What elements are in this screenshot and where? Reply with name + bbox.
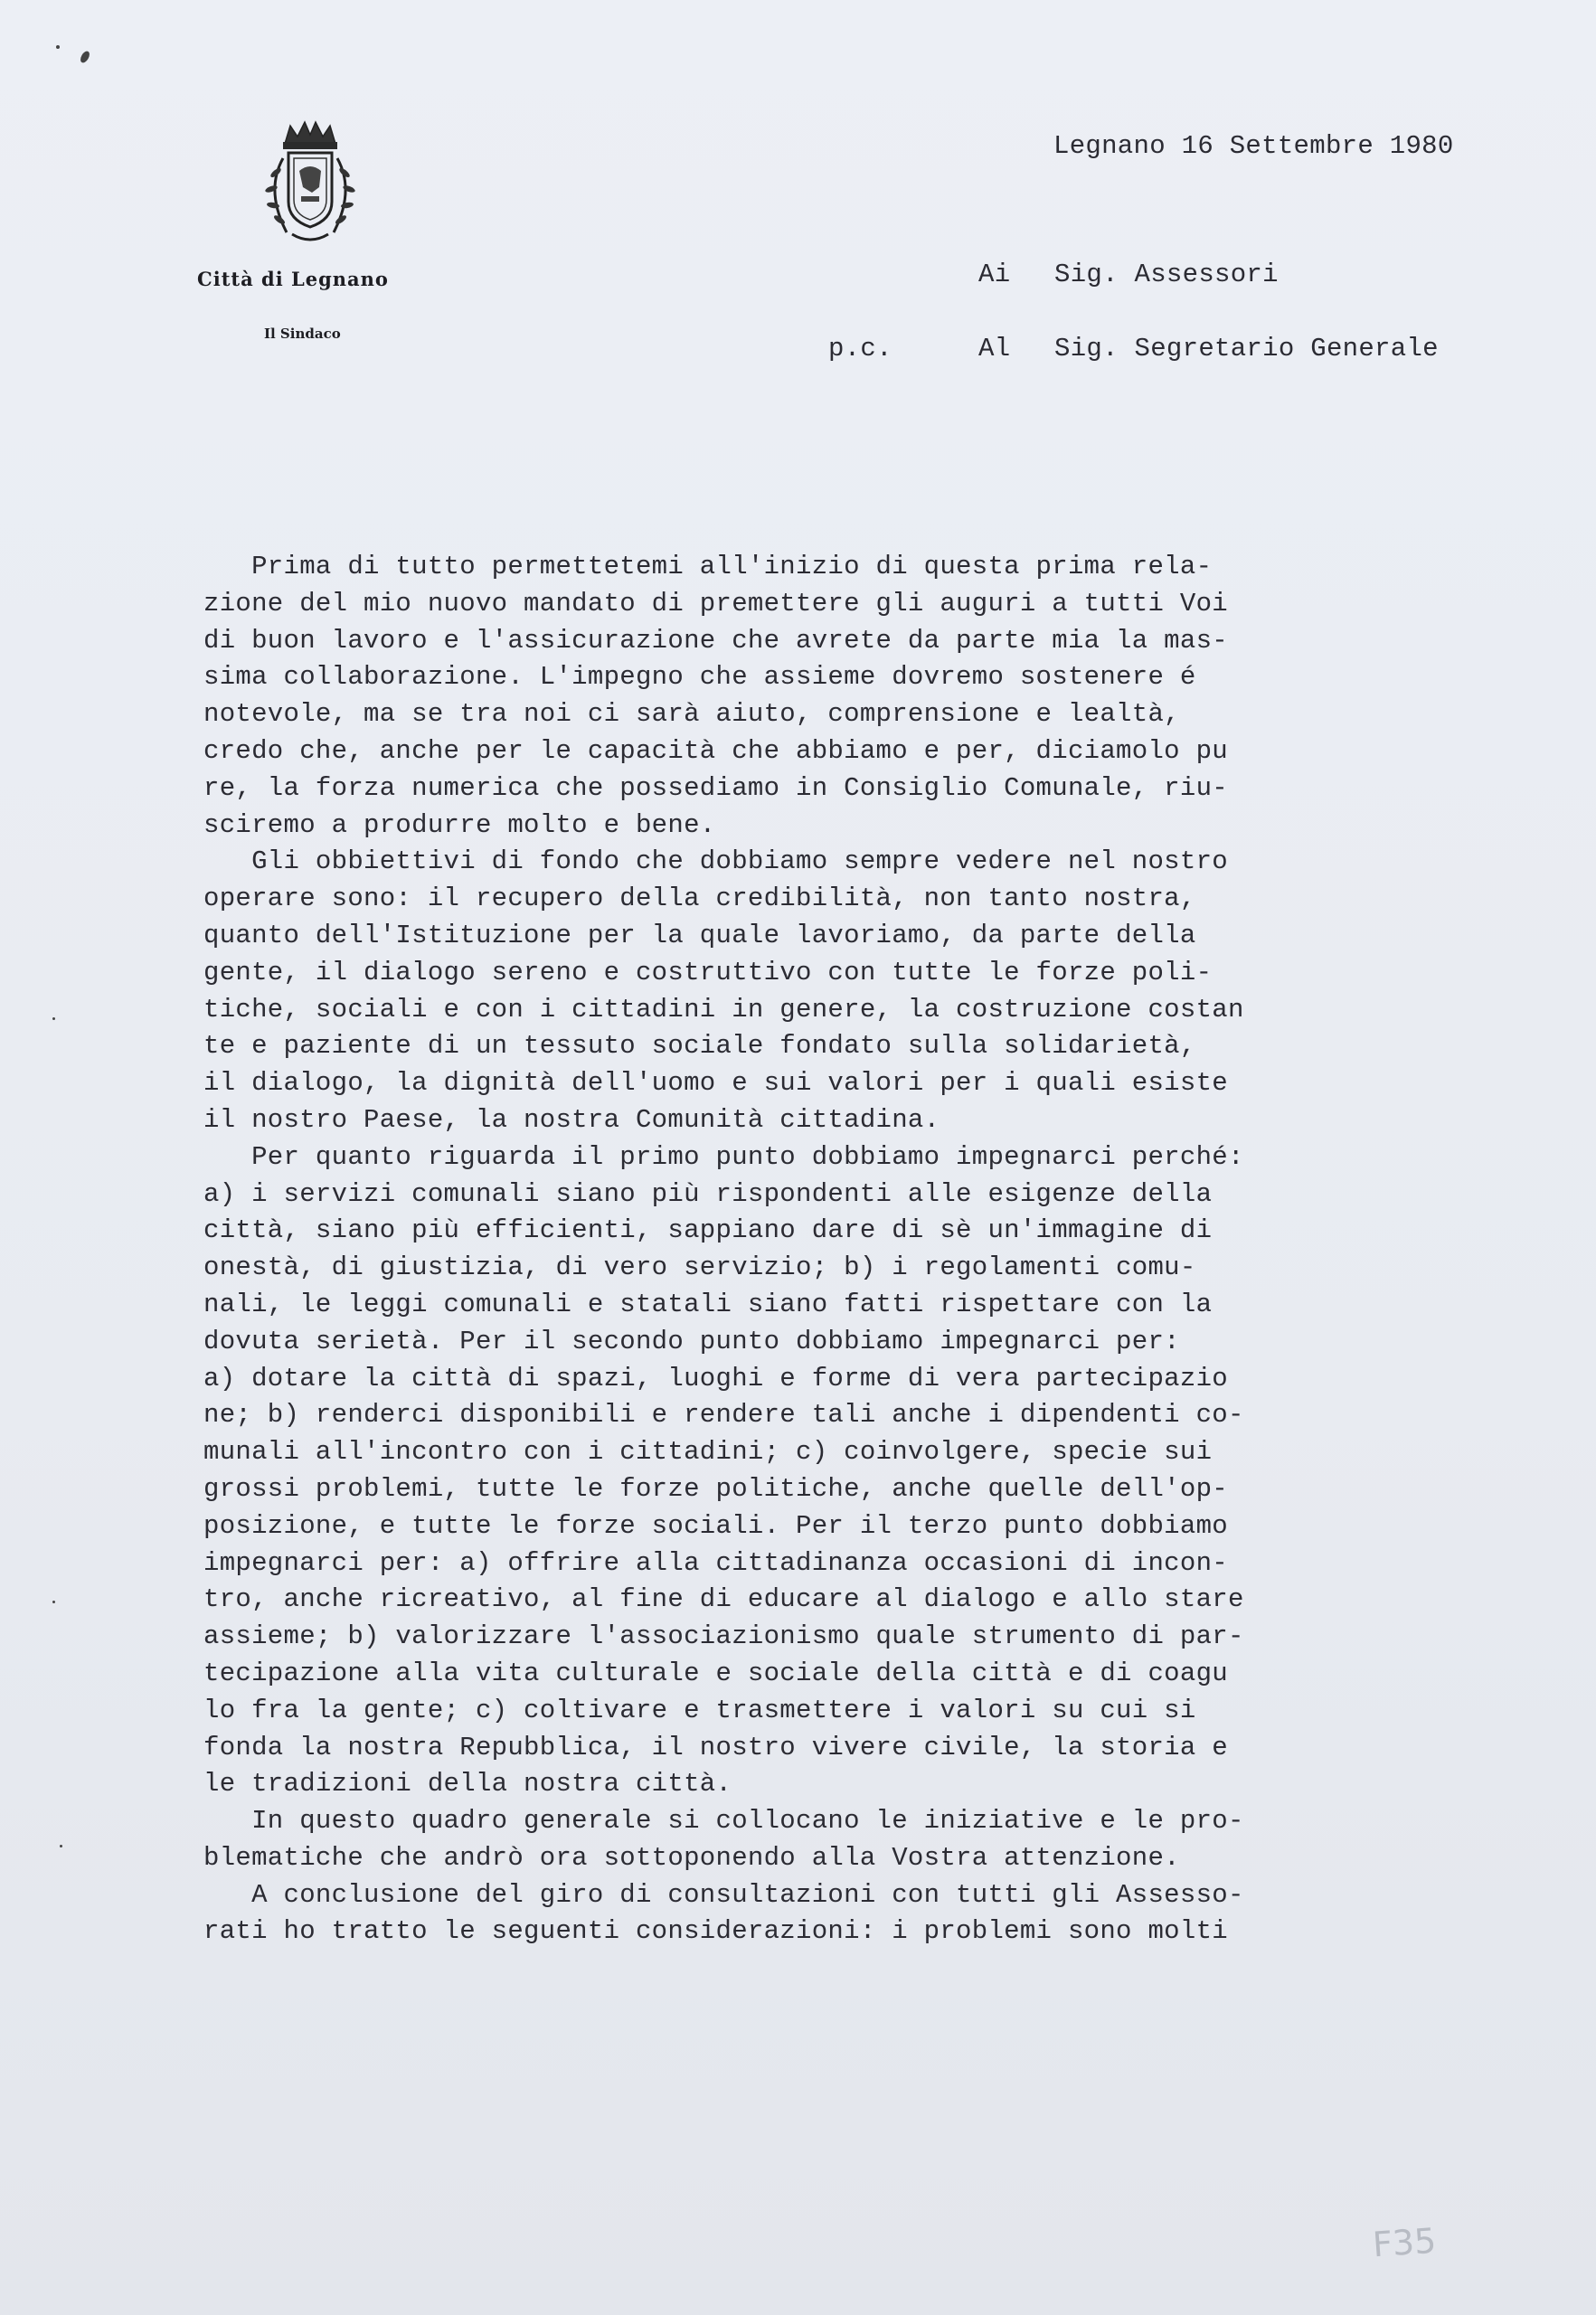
recipient-to: Ai: [978, 260, 1011, 289]
body-line: a) dotare la città di spazi, luoghi e forme di vera partecipazio: [203, 1363, 1228, 1394]
paper-speck: [52, 1017, 55, 1020]
body-line: Per quanto riguarda il primo punto dobbiamo impegnarci perché:: [203, 1141, 1244, 1172]
body-line: città, siano più efficienti, sappiano dare di sè un'immagine di: [203, 1215, 1213, 1246]
body-line: dovuta serietà. Per il secondo punto dobbiamo impegnarci per:: [203, 1326, 1180, 1356]
body-line: rati ho tratto le seguenti considerazioni: i problemi sono molti: [203, 1916, 1228, 1947]
body-line: blematiche che andrò ora sottoponendo alla Vostra attenzione.: [203, 1842, 1180, 1873]
coat-of-arms-icon: [256, 118, 364, 254]
body-line: gente, il dialogo sereno e costruttivo con tutte le forze poli-: [203, 957, 1213, 987]
body-line: munali all'incontro con i cittadini; c) coinvolgere, specie sui: [203, 1437, 1213, 1468]
letter-body: [203, 549, 1487, 1951]
page-mark: F35: [1371, 2220, 1438, 2265]
body-line: tro, anche ricreativo, al fine di educare al dialogo e allo stare: [203, 1584, 1244, 1615]
paper-speck: [60, 1845, 62, 1847]
body-line: impegnarci per: a) offrire alla cittadinanza occasioni di incon-: [203, 1547, 1228, 1578]
recipient-name: Sig. Segretario Generale: [1054, 334, 1439, 364]
body-line: A conclusione del giro di consultazioni con tutti gli Assesso-: [203, 1879, 1244, 1910]
body-line: posizione, e tutte le forze sociali. Per il terzo punto dobbiamo: [203, 1510, 1228, 1541]
body-line: fonda la nostra Repubblica, il nostro vivere civile, la storia e: [203, 1732, 1228, 1762]
body-line: zione del mio nuovo mandato di premettere gli auguri a tutti Voi: [203, 588, 1228, 619]
letter-date: Legnano 16 Settembre 1980: [1053, 131, 1454, 161]
body-line: a) i servizi comunali siano più rispondenti alle esigenze della: [203, 1178, 1213, 1209]
body-line: sima collaborazione. L'impegno che assieme dovremo sostenere é: [203, 662, 1196, 693]
body-line: re, la forza numerica che possediamo in Consiglio Comunale, riu-: [203, 772, 1228, 803]
letterhead-city: Città di Legnano: [197, 268, 389, 290]
recipient-to: Al: [978, 334, 1011, 364]
body-line: operare sono: il recupero della credibilità, non tanto nostra,: [203, 883, 1196, 914]
body-line: te e paziente di un tessuto sociale fondato sulla solidarietà,: [203, 1031, 1196, 1062]
body-line: il nostro Paese, la nostra Comunità cittadina.: [203, 1104, 940, 1135]
body-line: nali, le leggi comunali e statali siano fatti rispettare con la: [203, 1289, 1213, 1319]
recipient-name: Sig. Assessori: [1054, 260, 1279, 289]
body-line: lo fra la gente; c) coltivare e trasmettere i valori su cui si: [203, 1695, 1196, 1725]
body-line: onestà, di giustizia, di vero servizio; b) i regolamenti comu-: [203, 1252, 1196, 1283]
body-line: credo che, anche per le capacità che abbiamo e per, diciamolo pu: [203, 735, 1228, 766]
body-line: Prima di tutto permettetemi all'inizio di questa prima rela-: [203, 552, 1213, 581]
body-line: grossi problemi, tutte le forze politiche, anche quelle dell'op-: [203, 1473, 1228, 1504]
body-line: notevole, ma se tra noi ci sarà aiuto, comprensione e lealtà,: [203, 699, 1180, 730]
body-line: assieme; b) valorizzare l'associazionismo quale strumento di par-: [203, 1621, 1244, 1652]
body-line: sciremo a produrre molto e bene.: [203, 809, 716, 840]
letterhead-office: Il Sindaco: [264, 326, 341, 342]
recipient-cc-prefix: p.c.: [828, 334, 892, 364]
body-line: quanto dell'Istituzione per la quale lavoriamo, da parte della: [203, 920, 1196, 950]
body-line: di buon lavoro e l'assicurazione che avrete da parte mia la mas-: [203, 625, 1228, 656]
paper-speck: [79, 50, 91, 64]
body-line: In questo quadro generale si collocano le iniziative e le pro-: [203, 1806, 1244, 1837]
body-line: tecipazione alla vita culturale e sociale della città e di coagu: [203, 1658, 1228, 1688]
paper-speck: [52, 1601, 55, 1603]
paper-speck: [56, 45, 60, 49]
body-line: le tradizioni della nostra città.: [203, 1769, 732, 1800]
body-line: ne; b) renderci disponibili e rendere tali anche i dipendenti co-: [203, 1400, 1244, 1431]
body-line: il dialogo, la dignità dell'uomo e sui valori per i quali esiste: [203, 1068, 1228, 1099]
body-line: tiche, sociali e con i cittadini in genere, la costruzione costan: [203, 994, 1244, 1025]
body-line: Gli obbiettivi di fondo che dobbiamo sempre vedere nel nostro: [203, 846, 1228, 877]
